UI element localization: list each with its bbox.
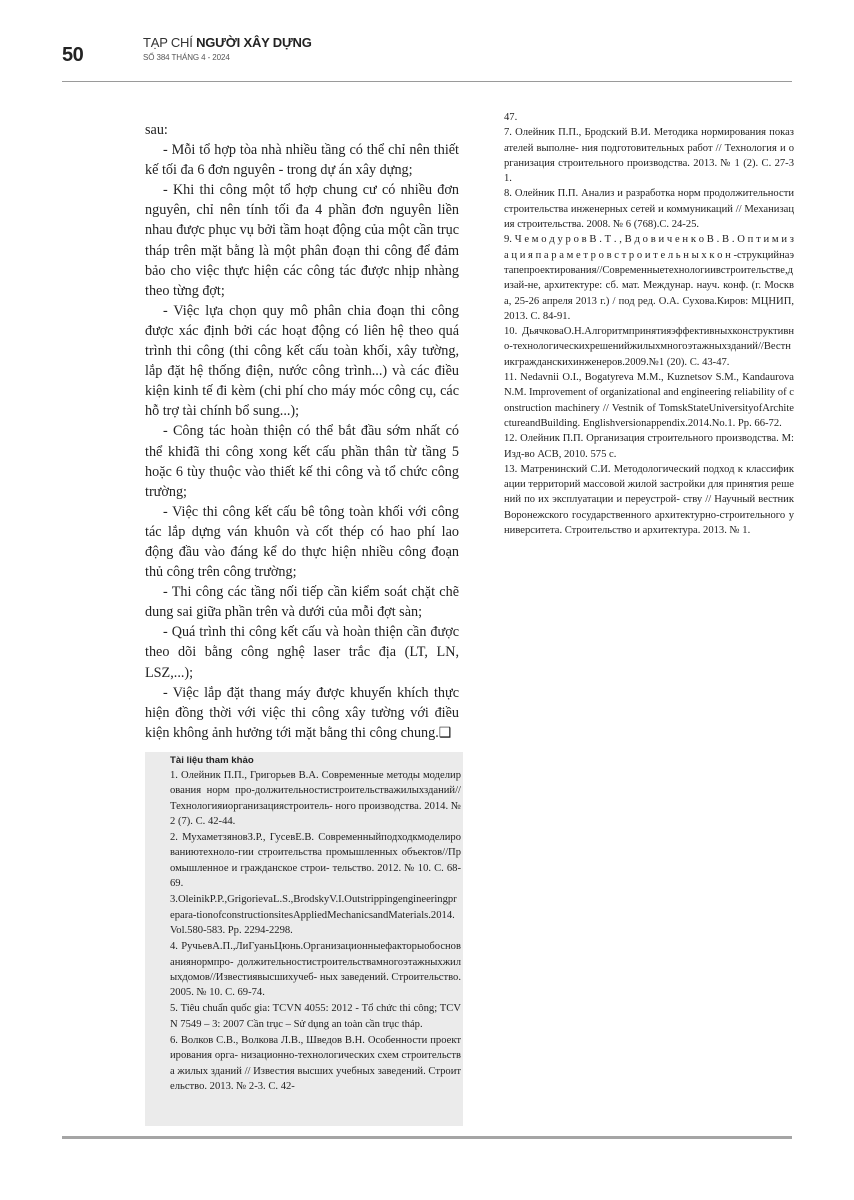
reference-item: 13. Матренинский С.И. Методологический подход к классификации территорий массовой жилой застройки для принятия решений по их эксплуатации и переустрой- ству // Научный вестник Воронежского государственного архитектурно-строительного университета. Строительство и архитектура. 2013. № 1. (504, 463, 794, 537)
reference-item: 6. Волков С.В., Волкова Л.В., Шведов В.Н. Особенности проектирования орга- низационно-технологических схем строительства жилых зданий // Известия высших учебных заведений. Строительство. 2013. № 2-3. С. 42- (170, 1035, 461, 1092)
reference-item: 47. (504, 112, 518, 123)
reference-item: 8. Олейник П.П. Анализ и разработка норм продолжительности строительства инженерных сетей и коммуникаций // Механизация строительства. 2008. № 6 (768).С. 24-25. (504, 188, 794, 231)
header-divider (62, 81, 792, 82)
reference-item: 7. Олейник П.П., Бродский В.И. Методика нормирования показателей выполне- ния подготовительных работ // Технология и организация строительного производства. 2013. № 1 (2). С. 27-31. (504, 127, 794, 185)
body-paragraph: - Việc lắp đặt thang máy được khuyến khích thực hiện đồng thời với việc thi công xây tường với điều kiện không ảnh hưởng tới mặt bằng thi công chung.❑ (145, 684, 459, 741)
references-box (145, 752, 463, 1126)
body-paragraph: - Công tác hoàn thiện có thể bắt đầu sớm nhất có thể khiđã thi công xong kết cấu phần thân từ tầng 5 hoặc 6 tùy thuộc vào thiết kế thi công và tổ chức công trường; (145, 423, 459, 500)
body-paragraph: - Thi công các tầng nối tiếp cần kiểm soát chặt chẽ dung sai giữa phần trên và dưới của mỗi đợt sàn; (145, 584, 459, 621)
reference-item: 4. РучьевА.П.,ЛиГуаньЦюнь.Организационныефакторыобоснованиянормпро- должительностистроительствамногоэтажныхжилыхдомов//Известиявысшихучеб- ных заведений. Строительство. 2005. № 10. С. 69-74. (170, 941, 461, 999)
references-continued (504, 110, 794, 538)
page-number: 50 (62, 44, 84, 66)
body-paragraph: - Khi thi công một tổ hợp chung cư có nhiều đơn nguyên, chỉ nên tính tối đa 4 phần đơn nguyên liền nhau được phục vụ bởi tầm hoạt động của một cần trục tháp trên mặt bằng là một phân đoạn thi công để đảm bảo cho việc thực hiện các công tác được nhịp nhàng theo từng đợt; (145, 182, 459, 299)
body-paragraph: - Mỗi tổ hợp tòa nhà nhiều tầng có thể chỉ nên thiết kế tối đa 6 đơn nguyên - trong dự án xây dựng; (145, 142, 459, 179)
reference-item: 11. Nedavnii O.I., Bogatyreva M.M., Kuznetsov S.M., Kandaurova N.M. Improvement of organizational and engineering reliability of construction machinery // Vestnik of TomskStateUniversityofArchitectureandBuilding. Englishversionappendix.2014.No.1. Pp. 66-72. (504, 372, 794, 429)
reference-item: 3.OleinikP.P.,GrigorievaL.S.,BrodskyV.I.Outstrippingengineeringprepara-tionofconstructionsitesAppliedMechanicsandMaterials.2014.Vol.580-583. Pp. 2294-2298. (170, 894, 457, 936)
references-list (170, 768, 461, 1094)
journal-prefix: TẠP CHÍ (143, 35, 193, 50)
reference-item: 12. Олейник П.П. Организация строительного производства. М:Изд-во АСВ, 2010. 575 с. (504, 433, 794, 460)
journal-header (143, 35, 312, 62)
body-paragraph: - Quá trình thi công kết cấu và hoàn thiện cần được theo dõi bằng công nghệ laser trắc địa (LT, LN, LSZ,...); (145, 624, 459, 681)
reference-item: 2. МухаметзяновЗ.Р., ГусевЕ.В. Современныйподходкмоделированиютехноло-гии строительства промышленных объектов//Промышленное и гражданское строи- тельство. 2012. № 10. С. 68-69. (170, 832, 461, 890)
journal-name: NGƯỜI XÂY DỰNG (196, 35, 312, 50)
body-intro: sau: (145, 122, 168, 138)
article-body (145, 120, 459, 743)
reference-item: 9. Ч е м о д у р о в В . Т . , В д о в и ч е н к о В . В . О п т и м и з а ц и я п а р а м е т р о в с т р о и т е л ь н ы х к о н -струкцийнаэтапепроектирования//Современныетехнологиивстроительстве,дизай-не, архитектуре: сб. мат. Междунар. науч. конф. (г. Москва, 25-26 апреля 2013 г.) / под ред. О.А. Сухова.Киров: МЦНИП, 2013. С. 84-91. (504, 234, 794, 322)
journal-title (143, 35, 312, 50)
reference-item: 5. Tiêu chuẩn quốc gia: TCVN 4055: 2012 - Tổ chức thi công; TCVN 7549 – 3: 2007 Cần trục – Sử dụng an toàn cần trục tháp. (170, 1003, 461, 1030)
journal-issue: SỐ 384 THÁNG 4 - 2024 (143, 53, 230, 62)
reference-item: 10. ДьячковаО.Н.Алгоритмпринятияэффективныхконструктивно-технологическихрешенийжилыхмногоэтажныхзданий//Вестникгражданскихинженеров.2009.№1 (20). С. 43-47. (504, 326, 794, 368)
body-paragraph: - Việc lựa chọn quy mô phân chia đoạn thi công được xác định bởi các hoạt động có liên hệ theo quá trình thi công (thi công kết cấu toàn khối, xây tường, lắp đặt hệ thống điện, nước công trình...) và các điều kiện kinh tế đi kèm (chi phí cho máy móc công cụ, các hỗ trợ tài chính bổ sung...); (145, 302, 459, 420)
references-heading: Tài liệu tham khảo (170, 755, 254, 766)
body-paragraph: - Việc thi công kết cấu bê tông toàn khối với công tác lắp dựng ván khuôn và cốt thép có hao phí lao động đầu vào đáng kể do thực hiện nhiều công đoạn thủ công trên công trường; (145, 503, 459, 581)
reference-item: 1. Олейник П.П., Григорьев В.А. Современные методы моделирования норм про-должительностистроительстважилыхзданий//Технологияиорганизациястроитель- ного производства. 2014. № 2 (7). С. 42-44. (170, 770, 461, 827)
footer-divider (62, 1136, 792, 1139)
